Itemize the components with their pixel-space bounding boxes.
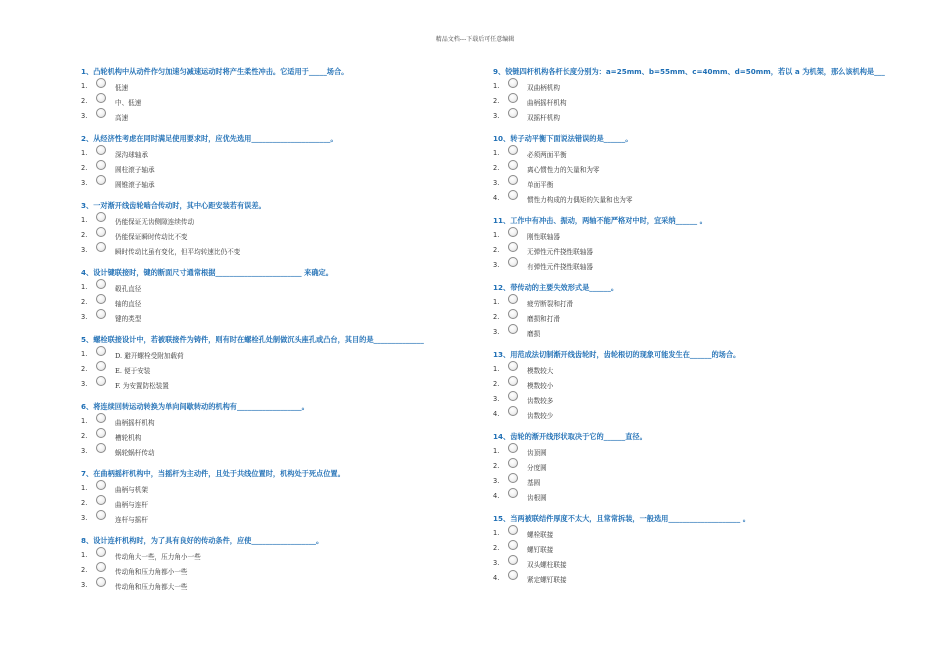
option-number: 3. [493, 395, 500, 403]
option-number: 2. [493, 380, 500, 388]
option-label: 槽轮机构 [115, 434, 142, 442]
answer-option [81, 309, 481, 324]
option-number: 3. [81, 179, 88, 187]
answer-option [81, 212, 481, 227]
option-label: 磨损 [527, 330, 541, 338]
answer-option [81, 108, 481, 123]
option-label: 深沟球轴承 [115, 151, 148, 159]
question-block [493, 431, 948, 503]
answer-option [81, 346, 481, 361]
option-label: 曲柄与连杆 [115, 501, 148, 509]
option-number: 1. [81, 283, 88, 291]
question-title: 1、凸轮机构中从动件作匀加速匀减速运动时将产生柔性冲击。它适用于_____场合。 [81, 67, 349, 76]
answer-option [81, 160, 481, 175]
option-number: 3. [493, 559, 500, 567]
question-title: 3、一对渐开线齿轮啮合传动时，其中心距安装若有误差。 [81, 201, 266, 210]
answer-option [81, 577, 481, 592]
question-block [81, 468, 481, 525]
option-number: 1. [81, 551, 88, 559]
radio-button[interactable] [508, 309, 518, 319]
question-title: 14、齿轮的渐开线形状取决于它的______直径。 [493, 432, 647, 441]
option-number: 2. [493, 246, 500, 254]
answer-option [493, 257, 948, 272]
option-number: 2. [81, 97, 88, 105]
radio-button[interactable] [508, 525, 518, 535]
option-number: 4. [493, 194, 500, 202]
option-label: 连杆与摇杆 [115, 516, 148, 524]
option-label: 螺钉联接 [527, 546, 554, 554]
answer-option [81, 175, 481, 190]
option-number: 1. [81, 417, 88, 425]
answer-option [81, 78, 481, 93]
option-number: 3. [81, 514, 88, 522]
radio-button[interactable] [96, 160, 106, 170]
radio-button[interactable] [96, 428, 106, 438]
option-label: 无弹性元件挠性联轴器 [527, 248, 593, 256]
option-label: 仍能保证无齿侧隙连续传动 [115, 218, 195, 226]
answer-option [493, 406, 948, 421]
answer-option [493, 160, 948, 175]
option-number: 1. [493, 82, 500, 90]
question-block [493, 513, 948, 585]
radio-button[interactable] [508, 443, 518, 453]
question-title: 2、从经济性考虑在同时满足使用要求时，应优先选用______________________。 [81, 134, 338, 143]
question-block [493, 349, 948, 421]
radio-button[interactable] [96, 577, 106, 587]
option-number: 3. [81, 380, 88, 388]
right-column [493, 66, 948, 595]
option-number: 1. [81, 350, 88, 358]
option-number: 3. [493, 477, 500, 485]
option-label: 螺栓联接 [527, 531, 554, 539]
radio-button[interactable] [96, 376, 106, 386]
option-number: 1. [493, 149, 500, 157]
radio-button[interactable] [508, 242, 518, 252]
answer-option [81, 480, 481, 495]
option-label: 紧定螺钉联接 [527, 576, 567, 584]
radio-button[interactable] [96, 294, 106, 304]
radio-button[interactable] [96, 212, 106, 222]
radio-button[interactable] [96, 547, 106, 557]
radio-button[interactable] [96, 510, 106, 520]
option-label: 瞬时传动比虽有变化，但平均转速比仍不变 [115, 248, 241, 256]
radio-button[interactable] [508, 324, 518, 334]
radio-button[interactable] [508, 540, 518, 550]
radio-button[interactable] [96, 443, 106, 453]
question-title: 6、将连续回转运动转换为单向间歇转动的机构有__________________。 [81, 402, 309, 411]
option-label: 齿数较少 [527, 412, 554, 420]
option-number: 2. [493, 164, 500, 172]
option-number: 1. [493, 231, 500, 239]
option-number: 4. [493, 410, 500, 418]
option-number: 3. [81, 581, 88, 589]
answer-option [493, 227, 948, 242]
answer-option [81, 495, 481, 510]
question-title: 7、在曲柄摇杆机构中，当摇杆为主动件，且处于共线位置时，机构处于死点位置。 [81, 469, 345, 478]
option-number: 4. [493, 574, 500, 582]
answer-option [493, 78, 948, 93]
answer-option [493, 190, 948, 205]
answer-option [81, 279, 481, 294]
question-title: 11、工作中有冲击、振动，两轴不能严格对中时，宜采纳______ 。 [493, 216, 707, 225]
option-number: 3. [81, 313, 88, 321]
question-title: 10、转子动平衡下面说法错误的是______。 [493, 134, 633, 143]
answer-option [493, 324, 948, 339]
answer-option [81, 145, 481, 160]
option-number: 2. [493, 97, 500, 105]
option-number: 3. [493, 112, 500, 120]
option-label: D. 避开螺栓受附加载荷 [115, 352, 184, 360]
option-label: 传动角和压力角都小一些 [115, 568, 188, 576]
option-number: 3. [81, 112, 88, 120]
answer-option [493, 443, 948, 458]
radio-button[interactable] [508, 361, 518, 371]
option-number: 2. [493, 313, 500, 321]
radio-button[interactable] [508, 93, 518, 103]
answer-option [81, 562, 481, 577]
option-label: 齿根圆 [527, 494, 547, 502]
option-number: 1. [81, 149, 88, 157]
answer-option [81, 361, 481, 376]
radio-button[interactable] [96, 480, 106, 490]
radio-button[interactable] [96, 93, 106, 103]
option-label: 齿数较多 [527, 397, 554, 405]
radio-button[interactable] [96, 175, 106, 185]
radio-button[interactable] [96, 78, 106, 88]
option-label: 圆锥滚子轴承 [115, 181, 155, 189]
answer-option [493, 488, 948, 503]
answer-option [493, 391, 948, 406]
option-label: 高速 [115, 114, 129, 122]
option-label: 传动角和压力角都大一些 [115, 583, 188, 591]
option-label: 分度圆 [527, 464, 547, 472]
option-label: 键的类型 [115, 315, 142, 323]
question-block [493, 282, 948, 339]
left-column [81, 66, 481, 602]
option-number: 3. [81, 447, 88, 455]
answer-option [493, 242, 948, 257]
option-number: 2. [81, 231, 88, 239]
radio-button[interactable] [508, 145, 518, 155]
radio-button[interactable] [508, 175, 518, 185]
radio-button[interactable] [96, 495, 106, 505]
answer-option [81, 413, 481, 428]
option-number: 3. [493, 328, 500, 336]
radio-button[interactable] [508, 227, 518, 237]
answer-option [81, 510, 481, 525]
answer-option [81, 443, 481, 458]
radio-button[interactable] [96, 562, 106, 572]
option-number: 2. [81, 432, 88, 440]
answer-option [493, 540, 948, 555]
option-label: 双曲柄机构 [527, 84, 560, 92]
answer-option [493, 473, 948, 488]
answer-option [81, 428, 481, 443]
answer-option [81, 294, 481, 309]
answer-option [493, 309, 948, 324]
radio-button[interactable] [508, 473, 518, 483]
radio-button[interactable] [508, 160, 518, 170]
radio-button[interactable] [96, 346, 106, 356]
option-number: 2. [493, 462, 500, 470]
option-label: 低速 [115, 84, 129, 92]
option-label: 模数较大 [527, 367, 554, 375]
option-label: 基圆 [527, 479, 541, 487]
answer-option [493, 555, 948, 570]
question-block [493, 133, 948, 205]
question-block [493, 215, 948, 272]
option-label: E. 便于安装 [115, 367, 151, 375]
radio-button[interactable] [508, 488, 518, 498]
option-number: 1. [493, 365, 500, 373]
option-number: 3. [493, 179, 500, 187]
option-label: 曲柄与机架 [115, 486, 148, 494]
option-number: 2. [81, 499, 88, 507]
question-title: 9、铰链四杆机构各杆长度分别为：a=25mm、b=55mm、c=40mm、d=50mm，若以 a 为机架，那么该机构是___ [493, 67, 885, 76]
option-label: 齿顶圆 [527, 449, 547, 457]
radio-button[interactable] [508, 294, 518, 304]
option-number: 2. [81, 566, 88, 574]
radio-button[interactable] [96, 413, 106, 423]
radio-button[interactable] [508, 376, 518, 386]
page-header: 精品文档---下载后可任意编辑 [435, 36, 515, 43]
option-number: 2. [493, 544, 500, 552]
answer-option [493, 376, 948, 391]
option-number: 1. [493, 298, 500, 306]
radio-button[interactable] [96, 108, 106, 118]
radio-button[interactable] [508, 406, 518, 416]
option-number: 2. [81, 164, 88, 172]
radio-button[interactable] [508, 108, 518, 118]
radio-button[interactable] [508, 555, 518, 565]
answer-option [493, 175, 948, 190]
option-label: 双摇杆机构 [527, 114, 560, 122]
option-label: 圆柱滚子轴承 [115, 166, 155, 174]
option-label: 磨损和打滑 [527, 315, 560, 323]
option-label: 曲柄摇杆机构 [115, 419, 155, 427]
option-number: 1. [81, 82, 88, 90]
answer-option [81, 93, 481, 108]
option-label: 必须两面平衡 [527, 151, 567, 159]
radio-button[interactable] [96, 309, 106, 319]
answer-option [493, 361, 948, 376]
option-number: 1. [81, 216, 88, 224]
answer-option [493, 458, 948, 473]
radio-button[interactable] [508, 458, 518, 468]
answer-option [81, 227, 481, 242]
option-number: 1. [493, 529, 500, 537]
radio-button[interactable] [96, 279, 106, 289]
option-label: 疲劳断裂和打滑 [527, 300, 574, 308]
option-number: 3. [81, 246, 88, 254]
question-title: 8、设计连杆机构时，为了具有良好的传动条件，应使__________________。 [81, 536, 324, 545]
option-label: 曲柄摇杆机构 [527, 99, 567, 107]
radio-button[interactable] [96, 145, 106, 155]
option-label: F. 为安置防松装置 [115, 382, 169, 390]
option-label: 单面平衡 [527, 181, 554, 189]
radio-button[interactable] [508, 570, 518, 580]
option-number: 2. [81, 365, 88, 373]
radio-button[interactable] [96, 242, 106, 252]
answer-option [493, 525, 948, 540]
question-block [81, 334, 481, 391]
option-label: 毂孔直径 [115, 285, 142, 293]
question-block [81, 401, 481, 458]
option-number: 3. [493, 261, 500, 269]
question-title: 4、设计键联接时，键的断面尺寸通常根据________________________ 来确定。 [81, 268, 333, 277]
question-title: 13、用范成法切制渐开线齿轮时，齿轮根切的现象可能发生在______的场合。 [493, 350, 741, 359]
option-label: 传动角大一些，压力角小一些 [115, 553, 201, 561]
question-block [81, 66, 481, 123]
option-label: 中、低速 [115, 99, 142, 107]
question-title: 5、螺栓联接设计中，若被联接件为铸件，则有时在螺栓孔处制做沉头座孔或凸台，其目的是______________ [81, 335, 424, 344]
radio-button[interactable] [96, 361, 106, 371]
option-number: 4. [493, 492, 500, 500]
question-title: 12、带传动的主要失效形式是______。 [493, 283, 619, 292]
radio-button[interactable] [508, 190, 518, 200]
radio-button[interactable] [96, 227, 106, 237]
radio-button[interactable] [508, 391, 518, 401]
answer-option [493, 108, 948, 123]
question-block [493, 66, 948, 123]
answer-option [81, 547, 481, 562]
option-label: 双头螺柱联接 [527, 561, 567, 569]
answer-option [493, 145, 948, 160]
question-block [81, 133, 481, 190]
answer-option [493, 570, 948, 585]
option-label: 仍能保证瞬时传动比不变 [115, 233, 188, 241]
option-label: 轴的直径 [115, 300, 142, 308]
question-block [81, 267, 481, 324]
question-block [81, 200, 481, 257]
option-number: 2. [81, 298, 88, 306]
option-label: 模数较小 [527, 382, 554, 390]
question-block [81, 535, 481, 592]
radio-button[interactable] [508, 257, 518, 267]
answer-option [81, 242, 481, 257]
radio-button[interactable] [508, 78, 518, 88]
option-number: 1. [81, 484, 88, 492]
answer-option [81, 376, 481, 391]
answer-option [493, 294, 948, 309]
option-label: 刚性联轴器 [527, 233, 560, 241]
answer-option [493, 93, 948, 108]
option-label: 离心惯性力的矢量和为零 [527, 166, 600, 174]
question-title: 15、当两被联结件厚度不太大，且常常拆装，一般选用____________________ 。 [493, 514, 750, 523]
option-label: 有弹性元件挠性联轴器 [527, 263, 593, 271]
option-label: 蜗轮蜗杆传动 [115, 449, 155, 457]
option-label: 惯性力构成的力偶矩的矢量和也为零 [527, 196, 633, 204]
option-number: 1. [493, 447, 500, 455]
